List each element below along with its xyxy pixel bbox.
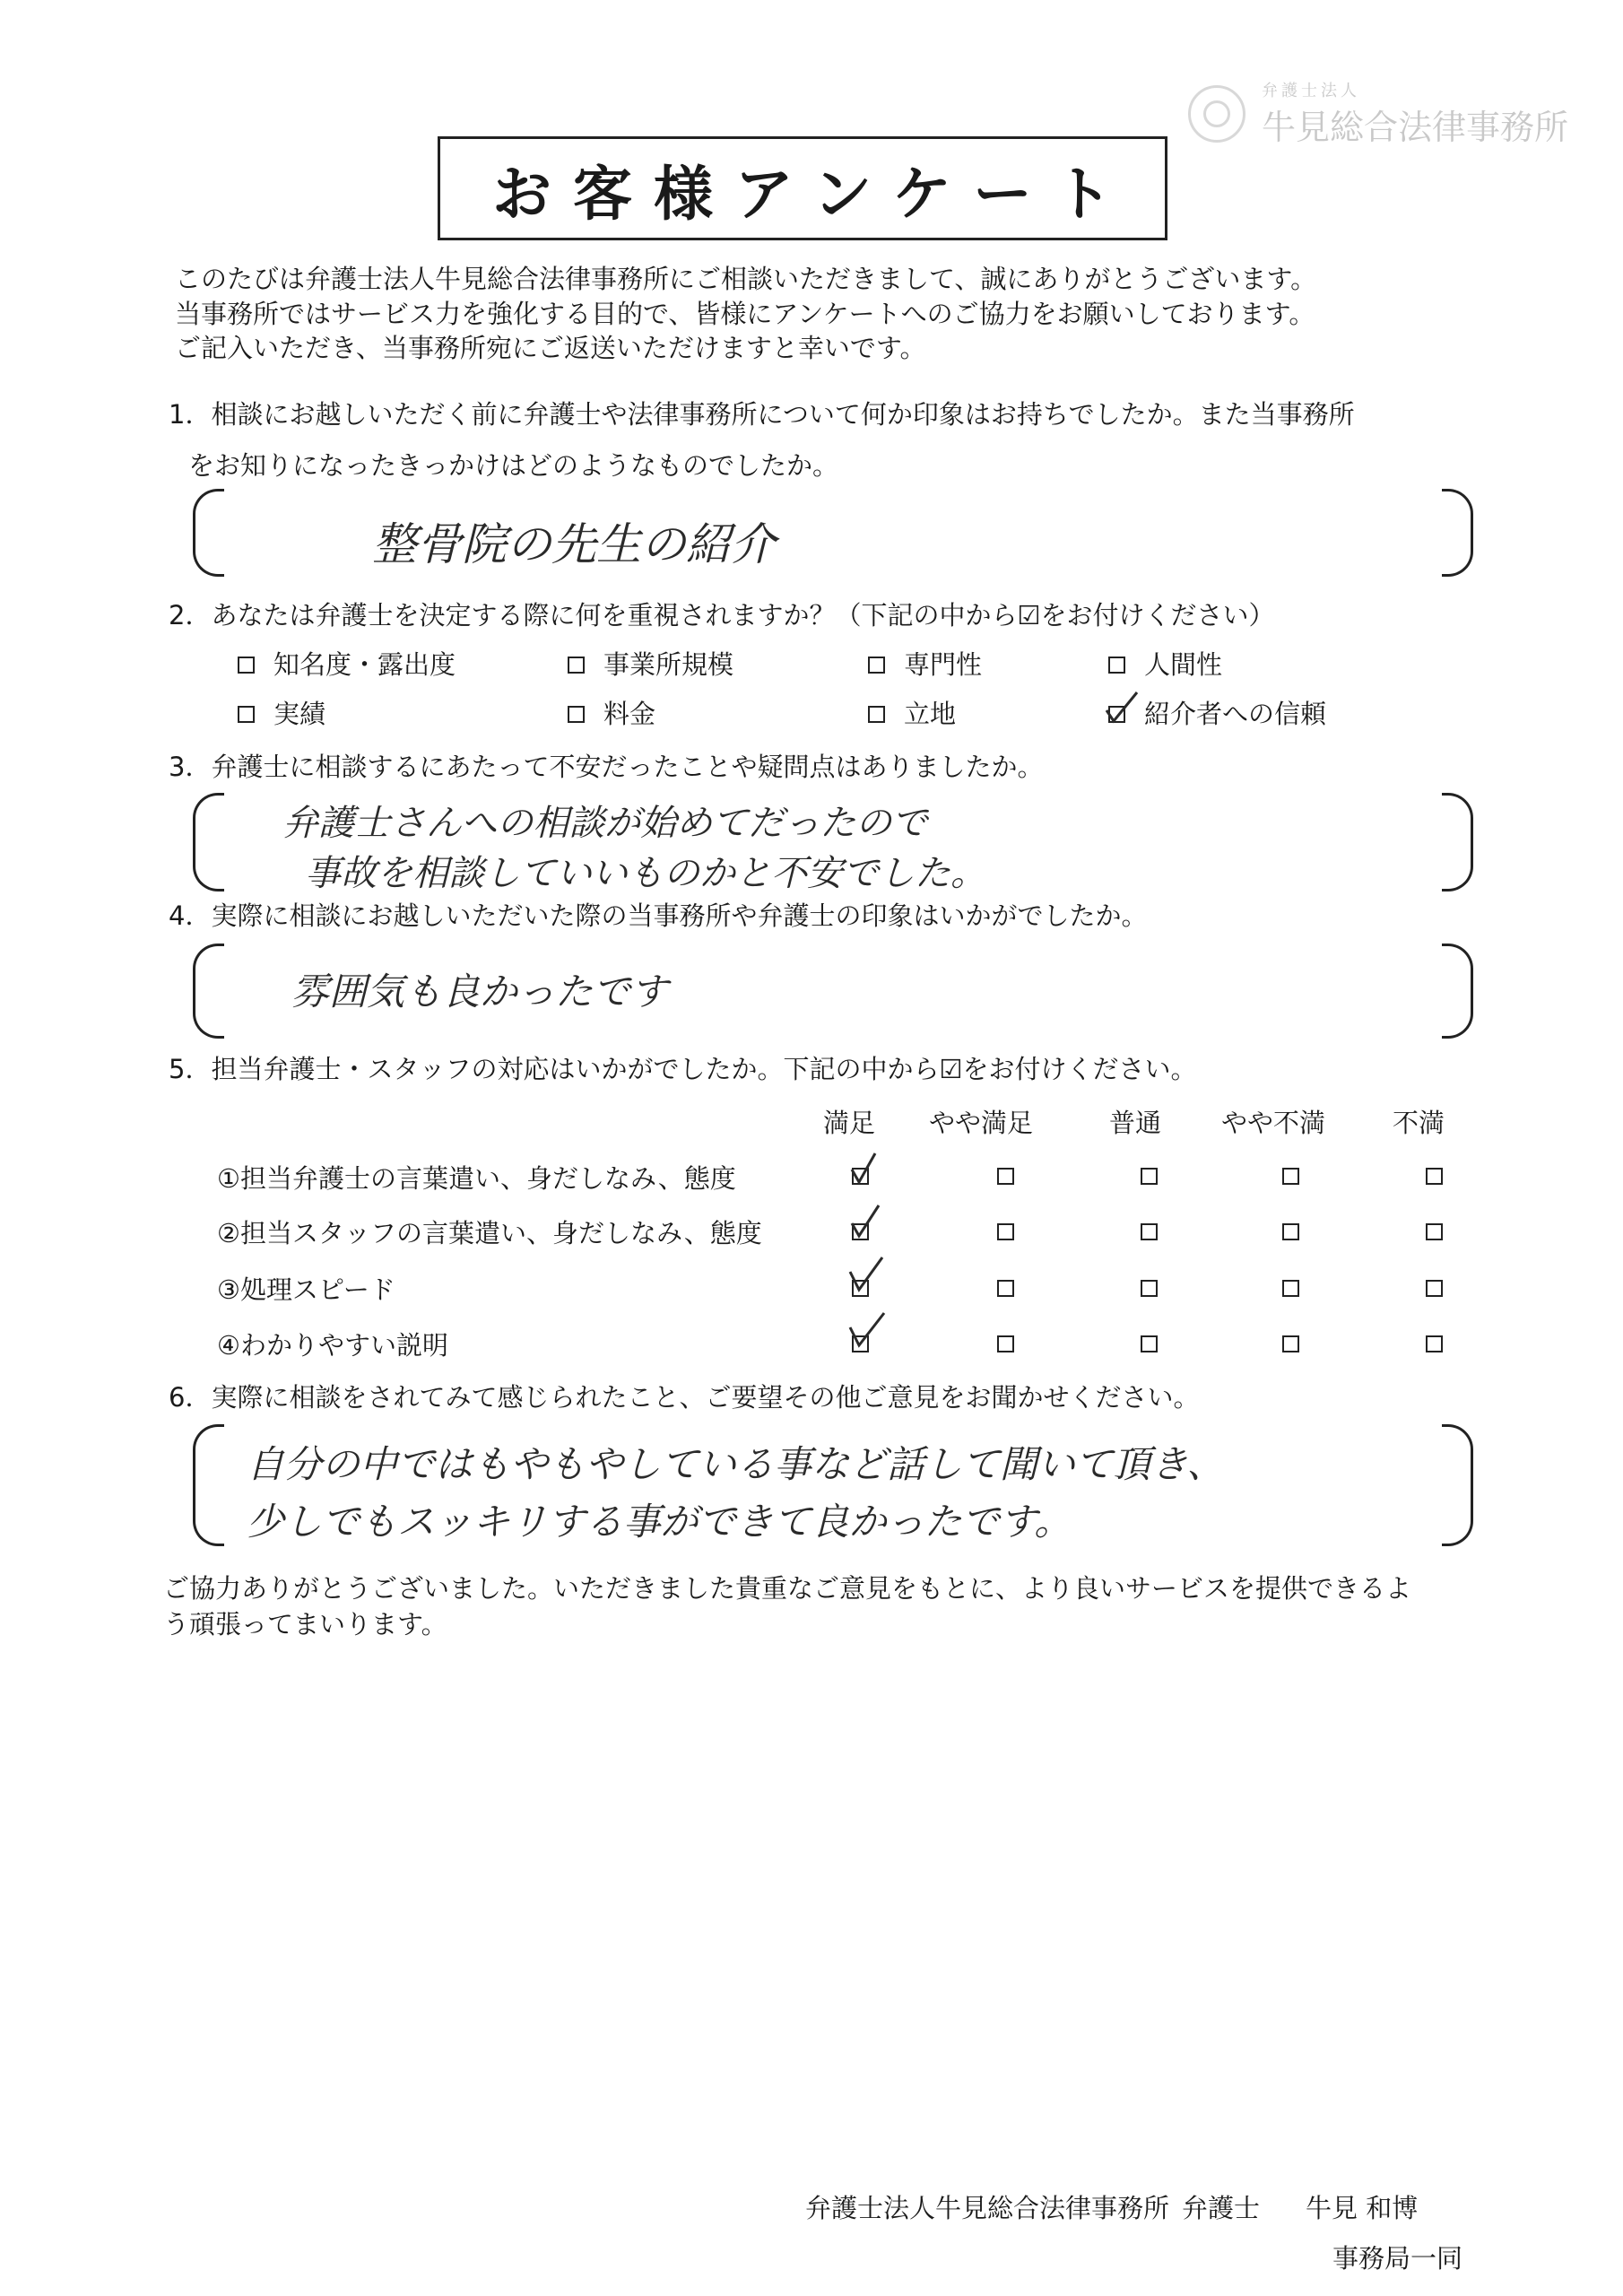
q2-checkbox-3[interactable] xyxy=(868,657,885,674)
q5-row4-checkbox-5[interactable] xyxy=(1426,1335,1443,1352)
q2-option-2: 事業所規模 xyxy=(603,649,734,680)
q3-answer-line-2[interactable]: 事故を相談していいものかと不安でした。 xyxy=(305,853,986,894)
q2-option-1: 知名度・露出度 xyxy=(273,649,456,680)
q5-row2-check-mark-icon xyxy=(848,1204,888,1239)
q3-bracket-left xyxy=(193,793,224,891)
q2-checkbox-4[interactable] xyxy=(1108,657,1125,674)
q5-row1-checkbox-4[interactable] xyxy=(1282,1168,1299,1185)
page-title-box xyxy=(438,136,1167,240)
q5-row2-checkbox-2[interactable] xyxy=(997,1223,1014,1240)
signature-staff: 事務局一同 xyxy=(1332,2243,1463,2274)
q5-row4-checkbox-3[interactable] xyxy=(1141,1335,1158,1352)
q5-col-header-4: やや不満 xyxy=(1221,1108,1326,1138)
q4-bracket-left xyxy=(193,944,224,1039)
q2-checkbox-2[interactable] xyxy=(568,657,585,674)
q2-checkbox-6[interactable] xyxy=(568,706,585,723)
q2-checkbox-5[interactable] xyxy=(238,706,255,723)
firm-logo xyxy=(1188,76,1569,148)
signature-name: 牛見 和博 xyxy=(1306,2193,1419,2223)
q5-row3-checkbox-5[interactable] xyxy=(1426,1280,1443,1297)
q6-question: 6．実際に相談をされてみて感じられたこと、ご要望その他ご意見をお聞かせください。 xyxy=(169,1382,1200,1413)
q3-bracket-right xyxy=(1442,793,1473,891)
q5-row1-check-mark-icon xyxy=(848,1150,888,1186)
q5-col-header-3: 普通 xyxy=(1109,1108,1162,1138)
logo-subtitle: 弁護士法人 xyxy=(1262,82,1360,100)
q5-row4-checkbox-2[interactable] xyxy=(997,1335,1014,1352)
q1-line-1: 1．相談にお越しいただく前に弁護士や法律事務所について何か印象はお持ちでしたか。また当事務所 xyxy=(169,399,1355,430)
q5-row3-checkbox-2[interactable] xyxy=(997,1280,1014,1297)
q4-bracket-right xyxy=(1442,944,1473,1039)
q2-option-6: 料金 xyxy=(603,699,656,729)
page-title: お客様アンケート xyxy=(491,159,1135,229)
q2-option-4: 人間性 xyxy=(1144,649,1223,680)
intro-line-1: このたびは弁護士法人牛見総合法律事務所にご相談いただきまして、誠にありがとうございます。 xyxy=(175,264,1317,294)
logo-firm-name: 牛見総合法律事務所 xyxy=(1262,108,1569,147)
q5-row-label-4: ④わかりやすい説明 xyxy=(217,1330,448,1361)
intro-line-3: ご記入いただき、当事務所宛にご返送いただけますと幸いです。 xyxy=(175,333,926,363)
q5-question: 5．担当弁護士・スタッフの対応はいかがでしたか。下記の中から☑をお付けください。 xyxy=(169,1054,1197,1084)
q5-row3-checkbox-3[interactable] xyxy=(1141,1280,1158,1297)
signature-role: 弁護士 xyxy=(1182,2193,1261,2223)
q5-row-label-3: ③処理スピード xyxy=(217,1274,395,1305)
q1-answer[interactable]: 整骨院の先生の紹介 xyxy=(372,518,776,570)
q5-row1-checkbox-5[interactable] xyxy=(1426,1168,1443,1185)
q5-row1-checkbox-2[interactable] xyxy=(997,1168,1014,1185)
q6-bracket-left xyxy=(193,1424,224,1546)
q4-question: 4．実際に相談にお越しいただいた際の当事務所や弁護士の印象はいかがでしたか。 xyxy=(169,900,1148,931)
firm-emblem-icon xyxy=(1188,85,1245,143)
q5-col-header-5: 不満 xyxy=(1393,1108,1445,1138)
q2-checkbox-7[interactable] xyxy=(868,706,885,723)
q5-row3-check-mark-icon xyxy=(848,1257,888,1293)
q5-col-header-1: 満足 xyxy=(823,1108,876,1138)
closing-line-2: う頑張ってまいります。 xyxy=(163,1609,447,1639)
intro-line-2: 当事務所ではサービス力を強化する目的で、皆様にアンケートへのご協力をお願いしております。 xyxy=(175,299,1315,329)
q1-line-2: をお知りになったきっかけはどのようなものでしたか。 xyxy=(188,450,839,481)
q2-check-mark-icon xyxy=(1103,691,1142,726)
q2-option-8: 紹介者への信頼 xyxy=(1144,699,1327,729)
q5-row2-checkbox-5[interactable] xyxy=(1426,1223,1443,1240)
closing-line-1: ご協力ありがとうございました。いただきました貴重なご意見をもとに、より良いサービスを提供できるよ xyxy=(163,1573,1412,1604)
q5-row2-checkbox-3[interactable] xyxy=(1141,1223,1158,1240)
q5-row-label-1: ①担当弁護士の言葉遣い、身だしなみ、態度 xyxy=(217,1163,736,1194)
q2-checkbox-1[interactable] xyxy=(238,657,255,674)
q1-bracket-left xyxy=(193,489,224,577)
q1-bracket-right xyxy=(1442,489,1473,577)
q6-answer-line-2[interactable]: 少しでもスッキリする事ができて良かったです。 xyxy=(247,1500,1072,1544)
q4-answer[interactable]: 雰囲気も良かったです xyxy=(291,970,669,1013)
q5-row4-check-mark-icon xyxy=(848,1313,888,1349)
q5-row3-checkbox-4[interactable] xyxy=(1282,1280,1299,1297)
q2-question: 2．あなたは弁護士を決定する際に何を重視されますか？（下記の中から☑をお付けください） xyxy=(169,600,1275,631)
signature-firm: 弁護士法人牛見総合法律事務所 xyxy=(805,2193,1170,2223)
q6-bracket-right xyxy=(1442,1424,1473,1546)
q3-question: 3．弁護士に相談するにあたって不安だったことや疑問点はありましたか。 xyxy=(169,752,1044,782)
q2-option-3: 専門性 xyxy=(904,649,983,680)
q6-answer-line-1[interactable]: 自分の中ではもやもやしている事など話して聞いて頂き、 xyxy=(247,1442,1225,1486)
q2-option-5: 実績 xyxy=(273,699,326,729)
q5-row-label-2: ②担当スタッフの言葉遣い、身だしなみ、態度 xyxy=(217,1218,762,1248)
q5-row2-checkbox-4[interactable] xyxy=(1282,1223,1299,1240)
q5-col-header-2: やや満足 xyxy=(929,1108,1034,1138)
q5-row4-checkbox-4[interactable] xyxy=(1282,1335,1299,1352)
q3-answer-line-1[interactable]: 弁護士さんへの相談が始めてだったので xyxy=(282,803,928,844)
q2-option-7: 立地 xyxy=(904,699,957,729)
q5-row1-checkbox-3[interactable] xyxy=(1141,1168,1158,1185)
